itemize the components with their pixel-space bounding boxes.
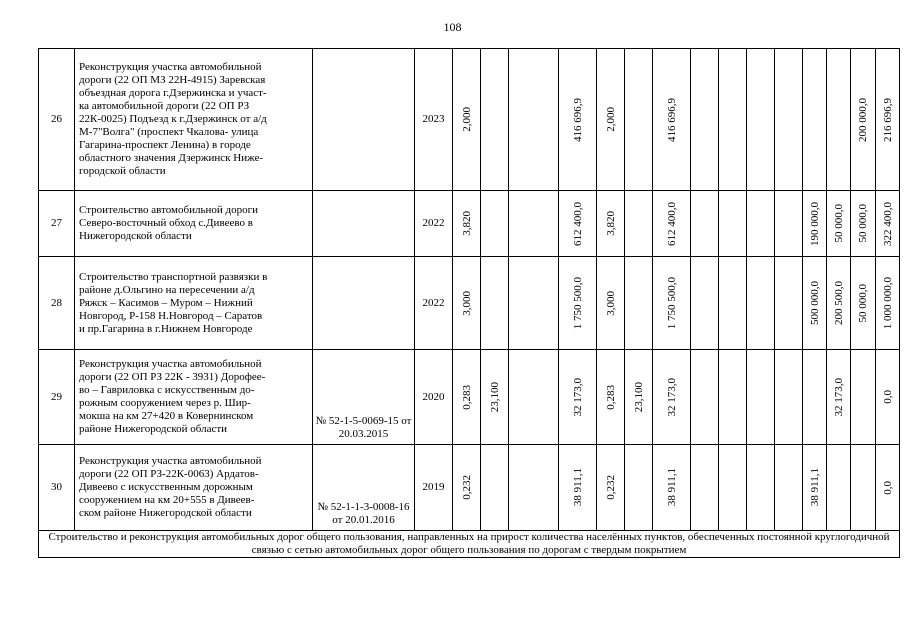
project-name-line: ском районе Нижегородской области [79,507,252,519]
value-cell [509,191,559,257]
value-text: 1 000 000,0 [881,276,894,330]
value-text: 2,000 [460,107,473,132]
value-cell [653,445,691,531]
value-cell [719,445,747,531]
project-name-line: сооружением на км 20+555 в Дивеев- [79,494,255,506]
value-cell [625,191,653,257]
value-text: 3,000 [460,290,473,316]
value-text: 1 750 500,0 [665,276,678,330]
value-cell [747,49,775,191]
value-cell [653,257,691,350]
value-text: 38 911,1 [571,468,584,507]
value-text: 32 173,0 [832,377,845,417]
commissioning-year: 2022 [415,257,453,350]
project-name-line: рожным сооружением через р. Шир- [79,397,251,409]
value-text: 23,100 [488,381,501,413]
value-cell [747,257,775,350]
project-name-line: Гагарина-проспект Ленина) в городе [79,139,251,151]
value-text: 216 696,9 [881,97,894,142]
value-cell [719,49,747,191]
table-row [39,49,900,191]
value-cell [625,445,653,531]
value-cell [653,191,691,257]
value-cell [747,350,775,445]
value-cell [597,191,625,257]
project-name-line: Нижегородской области [79,230,192,242]
value-text: 190 000,0 [808,201,821,246]
row-number: 30 [39,445,75,531]
value-cell [509,49,559,191]
table-row [39,445,900,531]
value-cell [625,350,653,445]
value-cell [827,191,851,257]
value-text: 32 173,0 [665,377,678,417]
value-cell [775,257,803,350]
value-cell [803,191,827,257]
value-cell [803,350,827,445]
project-name [75,445,313,531]
project-name-line: и пр.Гагарина в г.Нижнем Новгороде [79,322,253,335]
value-text: 0,232 [604,475,617,500]
value-cell [653,49,691,191]
row-number: 29 [39,350,75,445]
expertise-document: № 52-1-1-3-0008-16 от 20.01.2016 [313,445,415,531]
value-cell [481,191,509,257]
project-name-line: Реконструкция участка автомобильной [79,358,262,370]
project-name-line: городской области [79,165,166,177]
row-number: 27 [39,191,75,257]
commissioning-year: 2020 [415,350,453,445]
footer-row [39,531,900,558]
value-cell [691,191,719,257]
value-cell [803,49,827,191]
value-cell [481,445,509,531]
value-cell [691,257,719,350]
value-cell [876,445,900,531]
value-cell [509,350,559,445]
value-cell [827,49,851,191]
value-cell [851,257,876,350]
value-text: 0,0 [881,390,894,404]
value-cell [453,257,481,350]
value-cell [453,49,481,191]
page-number: 108 [443,20,462,34]
value-text: 612 400,0 [571,201,584,246]
project-name [75,191,313,257]
value-cell [851,350,876,445]
value-cell [775,191,803,257]
row-number: 28 [39,257,75,350]
expertise-document [313,257,415,350]
expertise-document [313,49,415,191]
project-name-line: М-7"Волга" (проспект Чкалова- улица [79,126,259,138]
project-name-line: Дивеево с искусственным дорожным [79,481,253,493]
value-cell [851,49,876,191]
value-text: 3,820 [460,211,473,236]
value-text: 50 000,0 [857,204,869,243]
construction-projects-table [38,48,900,558]
project-name-line: Ряжск – Касимов – Муром – Нижний [79,296,253,309]
value-cell [509,257,559,350]
project-name-line: Северо-восточный обход с.Дивеево в [79,217,253,229]
value-cell [559,191,597,257]
commissioning-year: 2019 [415,445,453,531]
project-name-line: ка автомобильной дороги (22 ОП РЗ [79,100,250,112]
commissioning-year: 2022 [415,191,453,257]
value-text: 38 911,1 [808,468,821,507]
value-cell [597,350,625,445]
value-cell [876,257,900,350]
value-text: 38 911,1 [665,468,678,507]
value-cell [559,350,597,445]
value-text: 200 500,0 [832,281,845,325]
value-cell [597,257,625,350]
value-cell [559,257,597,350]
value-text: 2,000 [604,107,617,132]
value-cell [827,350,851,445]
value-cell [481,49,509,191]
value-text: 0,232 [460,475,473,500]
project-name-line: районе д.Ольгино на пересечении а/д [79,283,255,296]
value-text: 50 000,0 [857,283,869,323]
value-cell [509,445,559,531]
value-text: 0,0 [881,480,894,495]
project-name-line: дороги (22 ОП РЗ 22К - 3931) Дорофее- [79,371,266,383]
project-name-line: районе Нижегородской области [79,423,228,435]
value-cell [453,191,481,257]
expertise-document [313,191,415,257]
value-text: 322 400,0 [881,201,894,246]
value-cell [851,445,876,531]
value-cell [559,49,597,191]
project-name-line: Новгород, Р-158 Н.Новгород – Саратов [79,309,263,322]
commissioning-year: 2023 [415,49,453,191]
value-cell [719,257,747,350]
value-cell [625,49,653,191]
value-cell [876,191,900,257]
value-cell [597,49,625,191]
value-cell [453,350,481,445]
value-cell [719,350,747,445]
value-text: 500 000,0 [808,281,821,325]
project-name-line: 22К-0025) Подъезд к г.Дзержинск от а/д [79,113,267,125]
value-text: 200 000,0 [857,97,869,142]
value-cell [775,49,803,191]
project-name-line: дороги (22 ОП РЗ-22К-0063) Ардатов- [79,468,259,480]
value-cell [453,445,481,531]
project-name-line: дороги (22 ОП МЗ 22Н-4915) Заревская [79,74,266,86]
value-text: 32 173,0 [571,377,584,417]
expertise-document: № 52-1-5-0069-15 от 20.03.2015 [313,350,415,445]
project-name [75,257,313,350]
value-text: 416 696,9 [665,97,678,142]
value-text: 1 750 500,0 [571,276,584,330]
project-name [75,49,313,191]
value-cell [747,445,775,531]
value-cell [775,445,803,531]
value-text: 23,100 [632,381,645,413]
table-row [39,350,900,445]
value-cell [625,257,653,350]
value-cell [691,49,719,191]
value-cell [876,49,900,191]
value-text: 0,283 [460,384,473,410]
value-cell [851,191,876,257]
project-name-line: мокша на км 27+420 в Ковернинском [79,410,254,422]
section-heading: Строительство и реконструкция автомобильных дорог общего пользования, направленных на прирост количества населённых пунктов, обеспеченных постоянной круглогодичной связью с сетью автомобильных дорог общего пользования по дорогам с твердым покрытием [39,531,900,558]
value-cell [481,350,509,445]
value-cell [876,350,900,445]
project-name-line: Реконструкция участка автомобильной [79,455,262,467]
value-cell [691,445,719,531]
value-text: 0,283 [604,384,617,410]
value-cell [827,257,851,350]
value-cell [481,257,509,350]
value-cell [719,191,747,257]
project-name-line: во – Гавриловка с искусственным до- [79,384,255,396]
value-cell [747,191,775,257]
value-cell [691,350,719,445]
project-name-line: Строительство транспортной развязки в [79,270,268,283]
project-name-line: Реконструкция участка автомобильной [79,61,262,73]
project-name-line: Строительство автомобильной дороги [79,204,258,216]
value-text: 612 400,0 [665,201,678,246]
project-name [75,350,313,445]
value-cell [775,350,803,445]
project-name-line: областного значения Дзержинск Ниже- [79,152,264,164]
value-text: 3,820 [604,211,617,236]
project-name-line: объездная дорога г.Дзержинска и участ- [79,87,267,99]
value-text: 3,000 [604,290,617,316]
value-cell [803,445,827,531]
value-cell [597,445,625,531]
value-text: 50 000,0 [832,204,845,243]
row-number: 26 [39,49,75,191]
value-cell [653,350,691,445]
value-text: 416 696,9 [571,97,584,142]
value-cell [803,257,827,350]
value-cell [827,445,851,531]
table-row [39,257,900,350]
table-row [39,191,900,257]
value-cell [559,445,597,531]
